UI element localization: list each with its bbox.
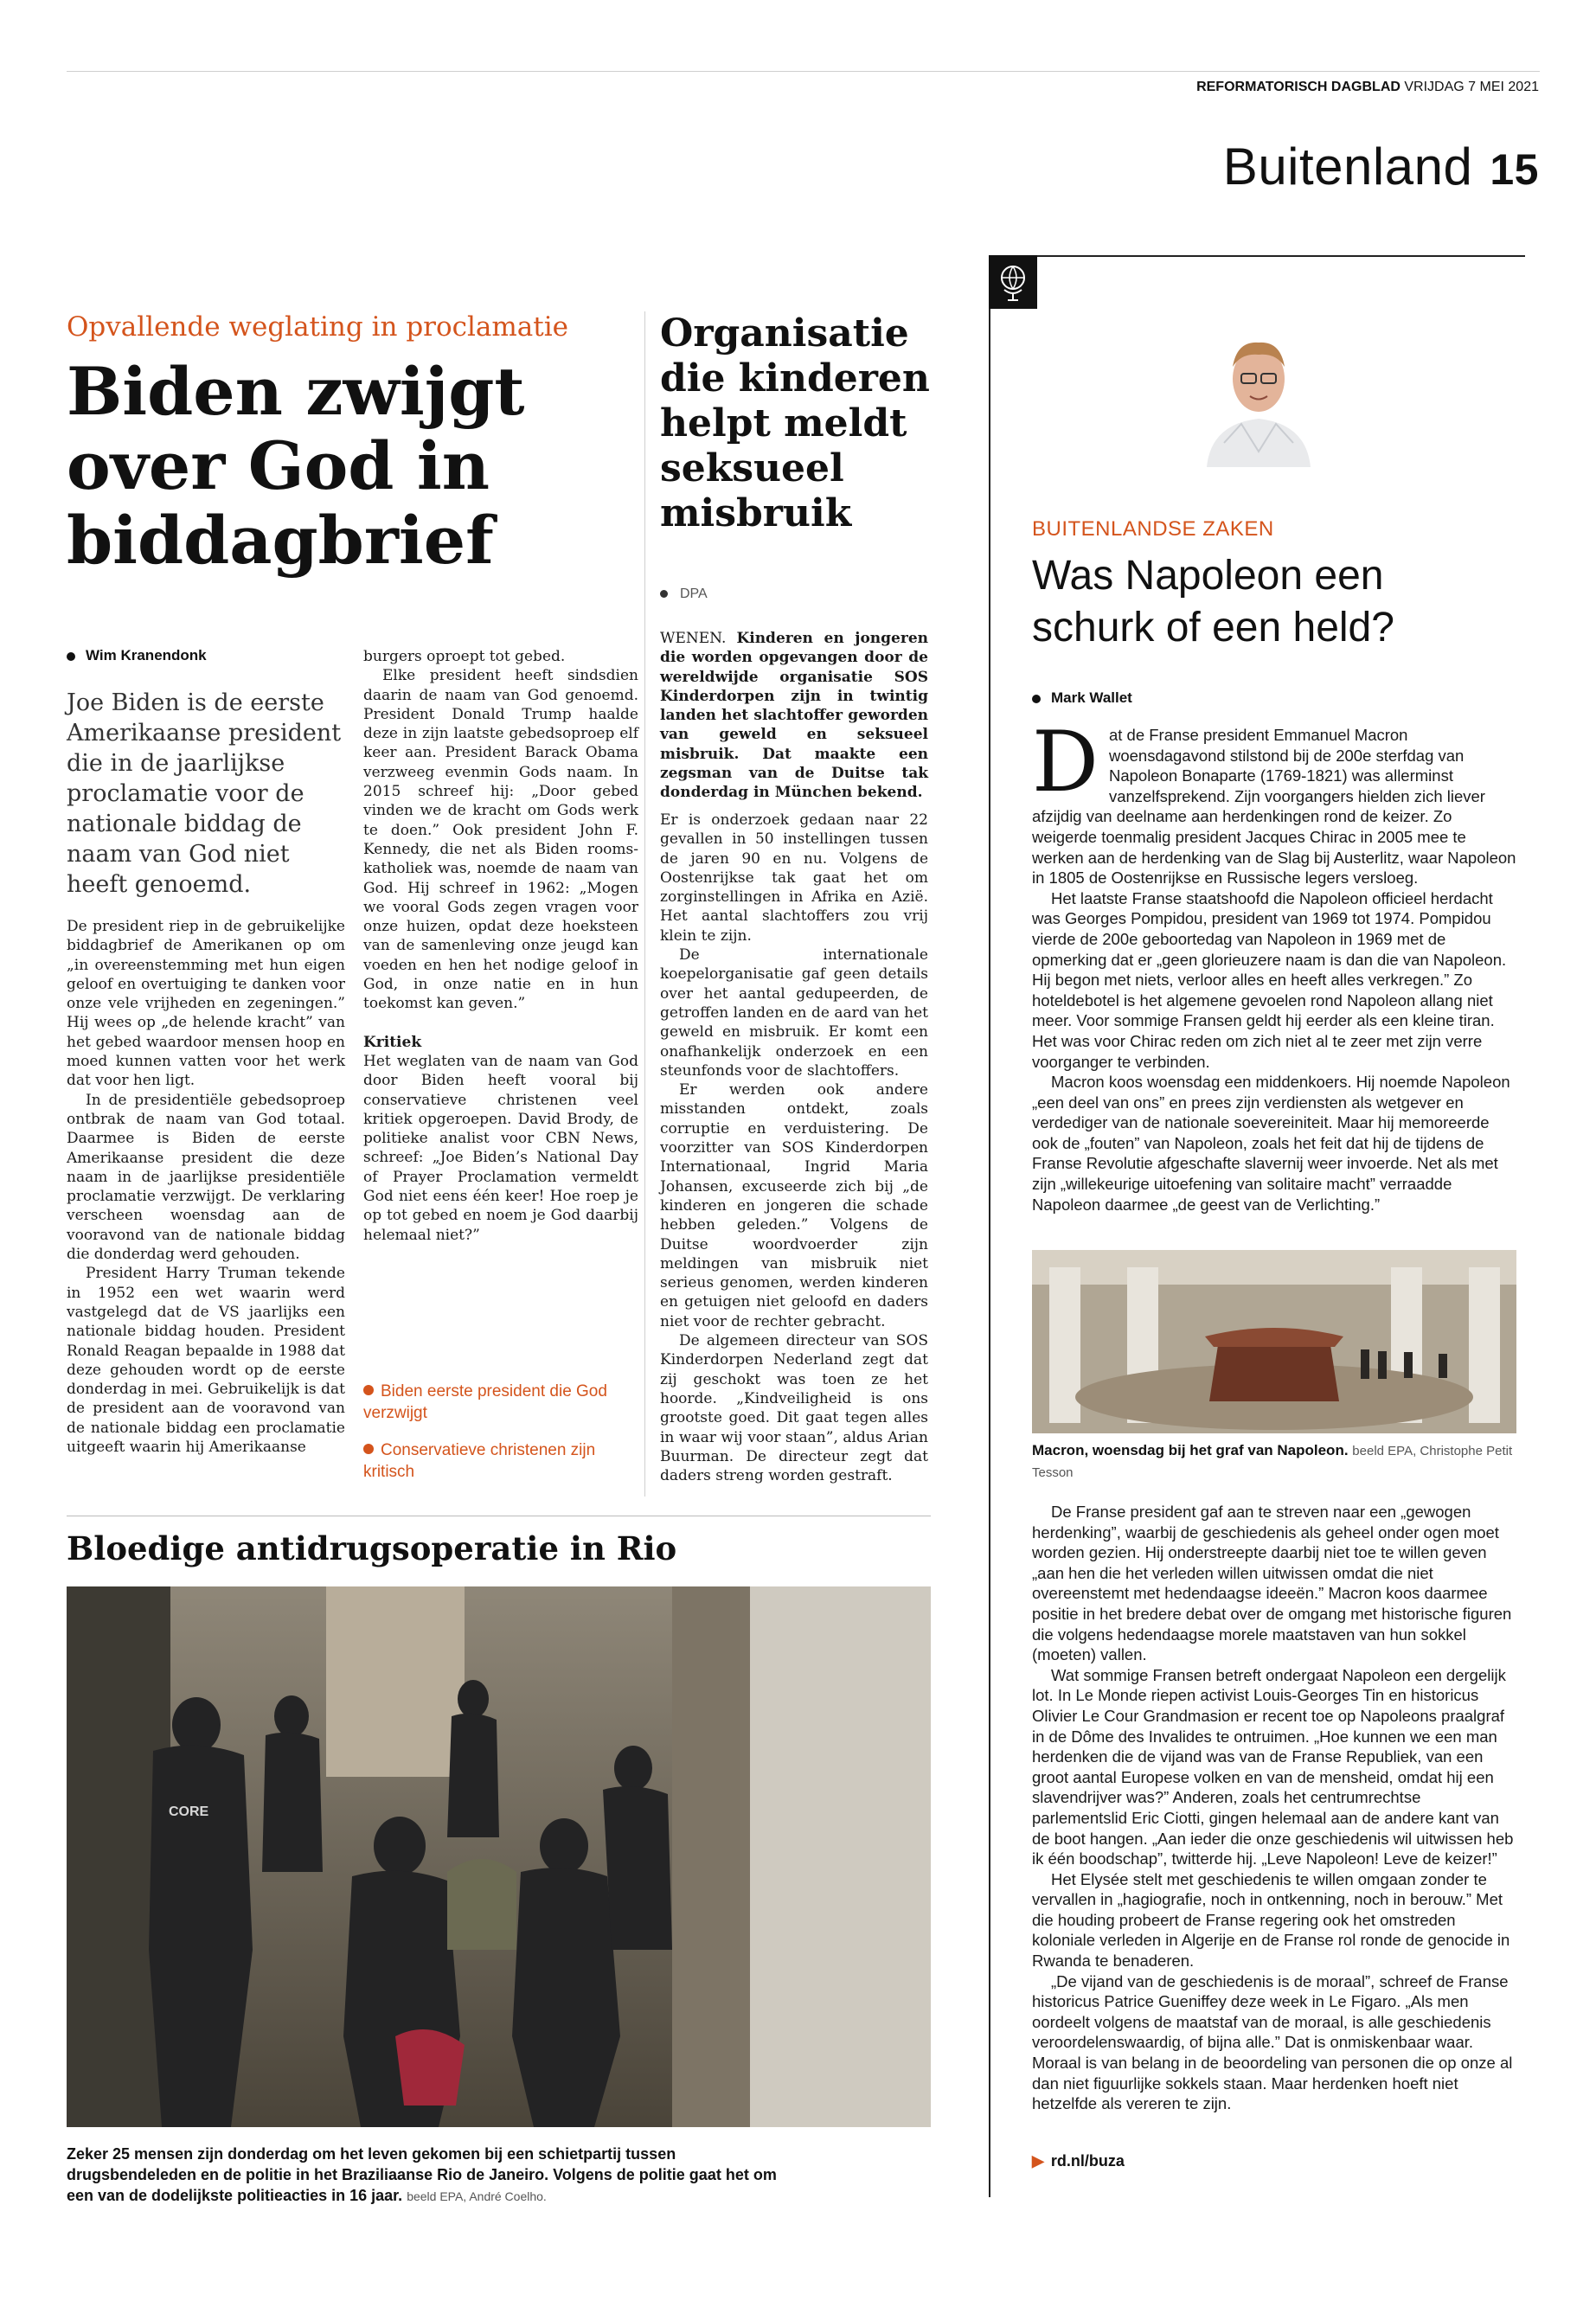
second-p1: Er is onderzoek gedaan naar 22 gevallen in 50 instellingen tussen de jaren 90 en nu. Volgens de Oostenrijkse tak gaat het om zorginstellingen in Afrika en Azië. Het aantal slachtoffers zou vrij klein te zijn. bbox=[660, 811, 928, 945]
rio-police-photo bbox=[67, 1586, 931, 2127]
column-p2c: Het Elysée stelt met geschiedenis te willen omgaan zonder te vervallen in „hagiografie, noch in ontkenning, noch in berouw.” Met die houding probeert de Franse regering ook het omstreden koloniale verleden in Algerije en de Franse rol ronde de genocide in Rwanda te benaderen. bbox=[1032, 1869, 1510, 1971]
column-kicker: BUITENLANDSE ZAKEN bbox=[1032, 517, 1274, 541]
rio-caption bbox=[67, 2144, 785, 2207]
column-first-paragraph bbox=[1032, 714, 1516, 888]
dropcap: D bbox=[1032, 714, 1099, 811]
dateline: WENEN. bbox=[660, 630, 727, 647]
highlight-1 bbox=[363, 1381, 649, 1424]
column-p2d: „De vijand van de geschiedenis is de moraal”, schreef de Franse historicus Patrice Gueniffey deze week in Le Figaro. „Als men oordeelt volgens de maatstaf van de moraal, is alle geschiedenis veroordelenswaardig, of bijna alle.” Dat is onmiskenbaar waar. Moraal is van belang in de beoordeling van personen die op onze al dan niet figuurlijke sokkels staan. Maar herdenken hoeft niet hetzelfde als vereren te zijn. bbox=[1032, 1971, 1513, 2113]
column-headline: Was Napoleon een schurk of een held? bbox=[1032, 553, 1394, 651]
main-col1 bbox=[67, 917, 345, 1457]
second-p3: Er werden ook andere misstanden ontdekt, zoals corruptie en verduistering. De voorzitter van SOS Kinderdorpen Internationaal, Ingrid Maria Johansen, excuseerde zich bij „de kinderen en jongeren die schade hebben geleden.” Volgens de Duitse woordvoerder zijn meldingen van misbruik niet serieus genomen, werden kinderen en getuigen niet geloofd en daders niet voor de rechter gebracht. bbox=[660, 1081, 928, 1330]
column-p2b: Wat sommige Fransen betreft ondergaat Napoleon een dergelijk lot. In Le Monde riepen activist Louis-Georges Tin en historicus Olivier Le Cour Grandmasion er recent toe op Napoleons praalgraf in de Dôme des Invalides te ontruimen. „Hoe kunnen we een man herdenken die de vijand was van de Franse Republiek, van een groot aantal Europese volken en van de mensheid, omdat hij een slavendrijver was?” Anderen, zoals het centrumrechtse parlementslid Eric Ciotti, gingen helemaal aan de andere kant van de boot hangen. „Aan ieder die onze geschiedenis wil uitwissen heb ik één boodschap”, twitterde hij. „Leve Napoleon! Leve de keizer!” bbox=[1032, 1665, 1514, 1868]
main-lead: Joe Biden is de eerste Amerikaanse president die in de jaarlijkse proclamatie voor de nationale biddag de naam van God niet heeft genoemd. bbox=[67, 689, 342, 898]
column-p1a: Het laatste Franse staatshoofd die Napoleon officieel herdacht was Georges Pompidou, president van 1969 tot 1974. Pompidou vierde de 200e geboortedag van Napoleon in 1969 met de opmerking dat er „geen glorieuzere naam is dan die van Napoleon. Hij begon met niets, verloor alles en heeft alles verkregen.” Zo hoteldebotel is het algemene gevoelen rond Napoleon allang niet meer. Voor sommige Fransen geldt hij eerder als een kleine tiran. Het was voor Chirac reden om zich niet al te zeer met zijn verre voorganger te verbinden. bbox=[1032, 888, 1507, 1071]
second-headline: Organisatie die kinderen helpt meldt seksueel misbruik bbox=[660, 311, 930, 535]
web-link-text[interactable]: rd.nl/buza bbox=[1050, 2152, 1125, 2170]
main-col1-p3: President Harry Truman tekende in 1952 een wet waarin werd vastgelegd dat de VS jaarlijks een nationale biddag houden. President Ronald Reagan bepaalde in 1988 dat deze gehouden wordt op de eerste donderdag in mei. Gebruikelijk is dat de president aan de vooravond van de nationale biddag een proclamatie uitgeeft waarin hij Amerikaanse bbox=[67, 1265, 345, 1457]
main-col2-p2: Elke president heeft sindsdien daarin de naam van God genoemd. President Donald Trump haalde deze in zijn laatste gebedsoproep elf keer aan. President Barack Obama verzweeg evenmin Gods naam. In 2015 schreef hij: „Door gebed vinden we de kracht om Gods werk te doen.” Ook president John F. Kennedy, die net als Biden rooms-katholiek was, noemde de naam van God. Hij schreef in 1962: „Mogen we vooral Gods zegen vragen voor onze huizen, opdat deze hoeksteen van de samenleving onze jeugd kan voeden en hen het nodige geloof in God, in onze natie en in hun toekomst kan geven.” bbox=[363, 667, 638, 1013]
second-source bbox=[660, 586, 708, 602]
column-body-1 bbox=[1032, 714, 1516, 1215]
main-col1-p2: In de presidentiële gebedsoproep ontbrak de naam van God totaal. Daarmee is Biden de eerste Amerikaanse president die deze naam in de jaarlijkse presidentiële proclamatie verzwijgt. De verklaring verscheen woensdag aan de vooravond van de nationale biddag die donderdag werd gehouden. bbox=[67, 1091, 345, 1264]
second-intro bbox=[660, 629, 928, 803]
main-col2-p1: burgers oproept tot gebed. bbox=[363, 648, 566, 665]
main-subhead: Kritiek bbox=[363, 1033, 422, 1051]
second-p4: De algemeen directeur van SOS Kinderdorpen Nederland zegt dat zij geschokt was toen ze het hoorde. „Kindveiligheid is ons grootste goed. Dit gaat tegen alles in waar wij voor staan”, aldus Arian Buurman. De directeur zegt dat daders streng worden gestraft. bbox=[660, 1332, 928, 1485]
highlight-2 bbox=[363, 1439, 649, 1483]
second-body bbox=[660, 811, 928, 1485]
issue-date: VRIJDAG 7 MEI 2021 bbox=[1404, 80, 1539, 94]
main-headline: Biden zwijgt over God in biddagbrief bbox=[67, 353, 525, 579]
column-first-text: at de Franse president Emmanuel Macron woensdagavond stilstond bij de 200e sterfdag van Napoleon Bonaparte (1769-1821) was allerminst vanzelfsprekend. Zijn voorgangers hielden zich liever afzijdig van deelname aan herdenkingen rond de keizer. Zo weigerde toenmalig president Jacques Chirac in 2005 mee te werken aan de herdenking van de Slag bij Austerlitz, waar Napoleon in 1805 de Oostenrijkse en Russische legers versloeg. bbox=[1032, 726, 1516, 888]
page-number: 15 bbox=[1490, 145, 1539, 194]
second-p2: De internationale koepelorganisatie gaf geen details over het aantal gedupeerden, de getroffen landen en de aard van het geweld en misbruik. Er komt een onafhankelijk onderzoek en een steunfonds voor de slachtoffers. bbox=[660, 946, 928, 1080]
main-col2-p3: Het weglaten van de naam van God door Biden heeft vooral bij conservatieve christenen veel kritiek opgeroepen. David Brody, de politieke analist voor CBN News, schreef: „Joe Biden’s National Day of Prayer Proclamation vermeldt God niet eens één keer! Hoe roep je op tot gebed en noem je God daarbij helemaal niet?” bbox=[363, 1052, 638, 1244]
column-divider bbox=[644, 311, 645, 1497]
masthead bbox=[1196, 80, 1539, 95]
napoleon-caption bbox=[1032, 1440, 1516, 1484]
rio-caption-text: Zeker 25 mensen zijn donderdag om het leven gekomen bij een schietpartij tussen drugsbendeleden en de politie in het Braziliaanse Rio de Janeiro. Volgens de politie gaat het om een van de dodelijkste politieacties in 16 jaar. bbox=[67, 2145, 777, 2204]
top-rule bbox=[67, 71, 1540, 72]
author-portrait bbox=[1189, 322, 1328, 467]
napoleon-tomb-photo bbox=[1032, 1250, 1516, 1433]
main-col1-p1: De president riep in de gebruikelijke biddagbrief de Amerikanen op om „in overeenstemming met hun eigen geloof en overtuiging te danken voor onze vele vrijheden en zegeningen.” Hij wees op „de helende kracht” van het gebed waardoor mensen hoop en moed kunnen vatten voor het werk dat voor hen ligt. bbox=[67, 918, 345, 1090]
column-byline-name: Mark Wallet bbox=[1051, 689, 1132, 706]
section-header bbox=[1223, 137, 1539, 196]
section-name: Buitenland bbox=[1222, 138, 1473, 195]
main-byline-name: Wim Kranendonk bbox=[86, 647, 207, 663]
second-intro-text: Kinderen en jongeren die worden opgevangen door de wereldwijde organisatie SOS Kinderdorpen zijn in twintig landen het slachtoffer geworden van geweld en seksueel misbruik. Dat maakte een zegsman van de Duitse tak donderdag in München bekend. bbox=[660, 630, 928, 802]
second-source-name: DPA bbox=[680, 586, 708, 601]
column-body-2 bbox=[1032, 1502, 1516, 2114]
napoleon-caption-credit: beeld EPA, Christophe Petit Tesson bbox=[1032, 1444, 1513, 1480]
rio-caption-credit: beeld EPA, André Coelho. bbox=[407, 2189, 547, 2203]
web-link[interactable] bbox=[1032, 2152, 1125, 2170]
vest-label: CORE bbox=[169, 1804, 209, 1819]
highlight-2-text: Conservatieve christenen zijn kritisch bbox=[363, 1441, 596, 1481]
main-byline bbox=[67, 647, 207, 664]
highlight-1-text: Biden eerste president die God verzwijgt bbox=[363, 1382, 607, 1422]
globe-icon bbox=[989, 255, 1037, 309]
paper-name: REFORMATORISCH DAGBLAD bbox=[1196, 80, 1401, 94]
column-p2a: De Franse president gaf aan te streven naar een „gewogen herdenking”, waarbij de geschiedenis als geheel onder ogen moet worden gezien. Hij onderstreepte daarbij niet toe te willen geven „aan hen die het verleden willen uitwissen omdat die niet overeenstemt met hedendaagse ideeën.” Macron koos daarmee positie in het bredere debat over de omgang met historische figuren die volgens hedendaagse morele maatstaven van hun sokkel (moeten) vallen. bbox=[1032, 1503, 1512, 1664]
arrow-icon: ▶ bbox=[1032, 2152, 1044, 2170]
main-col2 bbox=[363, 647, 638, 1245]
column-p1b: Macron koos woensdag een middenkoers. Hij noemde Napoleon „een deel van ons” en prees zijn verdiensten als wetgever en verdediger van de nationale soevereiniteit. Maar hij memoreerde ook de „fouten” van Napoleon, zoals het feit dat hij de tijdens de Franse Revolutie afgeschafte slavernij weer invoerde. Net als met zijn „willekeurige uitoefening van solitaire macht” verraadde Napoleon daarmee „de geest van de Verlichting.” bbox=[1032, 1073, 1510, 1214]
photo-article-title: Bloedige antidrugsoperatie in Rio bbox=[67, 1529, 677, 1567]
main-kicker: Opvallende weglating in proclamatie bbox=[67, 311, 569, 343]
column-byline bbox=[1032, 689, 1132, 707]
napoleon-caption-text: Macron, woensdag bij het graf van Napoleon. bbox=[1032, 1442, 1349, 1458]
rio-photo-illustration bbox=[67, 1586, 931, 2127]
